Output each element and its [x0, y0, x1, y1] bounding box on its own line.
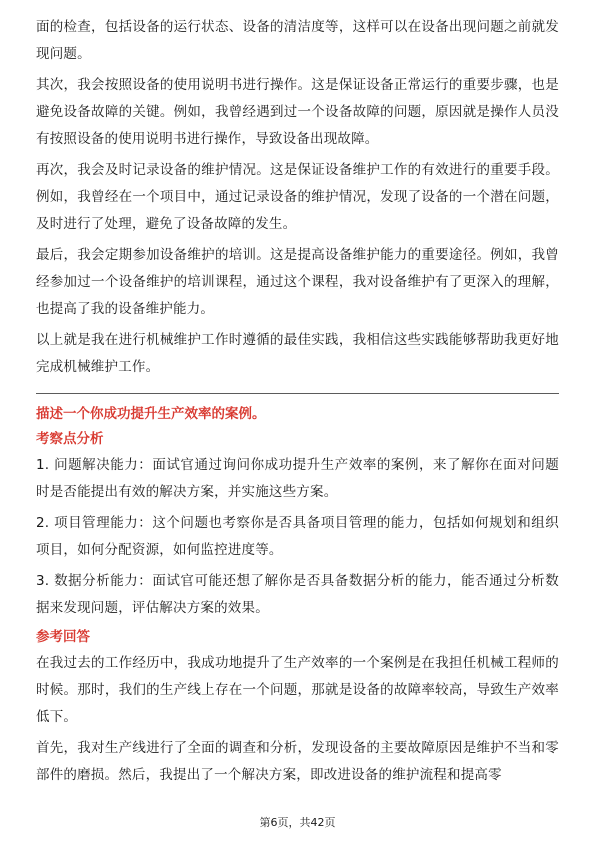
analysis-item-2: 2. 项目管理能力：这个问题也考察你是否具备项目管理的能力，包括如何规划和组织项目，如何分配资源，如何监控进度等。 [36, 515, 559, 558]
answer-paragraph-1: 在我过去的工作经历中，我成功地提升了生产效率的一个案例是在我担任机械工程师的时候。那时，我们的生产线上存在一个问题，那就是设备的故障率较高，导致生产效率低下。 [36, 655, 559, 725]
answer-paragraph-2: 首先，我对生产线进行了全面的调查和分析，发现设备的主要故障原因是维护不当和零部件的磨损。然后，我提出了一个解决方案，即改进设备的维护流程和提高零 [36, 740, 559, 783]
interview-question: 描述一个你成功提升生产效率的案例。 [36, 406, 266, 422]
intro-paragraph-3: 再次，我会及时记录设备的维护情况。这是保证设备维护工作的有效进行的重要手段。例如，我曾经在一个项目中，通过记录设备的维护情况，发现了设备的一个潜在问题，及时进行了处理，避免了设备故障的发生。 [36, 162, 559, 232]
document-page [36, 14, 559, 793]
analysis-item-1: 1. 问题解决能力：面试官通过询问你成功提升生产效率的案例，来了解你在面对问题时是否能提出有效的解决方案，并实施这些方案。 [36, 457, 559, 500]
intro-paragraph-5: 以上就是我在进行机械维护工作时遵循的最佳实践，我相信这些实践能够帮助我更好地完成机械维护工作。 [36, 332, 559, 375]
intro-paragraph-1: 面的检查，包括设备的运行状态、设备的清洁度等，这样可以在设备出现问题之前就发现问题。 [36, 19, 559, 62]
intro-paragraph-4: 最后，我会定期参加设备维护的培训。这是提高设备维护能力的重要途径。例如，我曾经参加过一个设备维护的培训课程，通过这个课程，我对设备维护有了更深入的理解，也提高了我的设备维护能力。 [36, 247, 559, 317]
section-divider [36, 393, 559, 394]
analysis-item-3: 3. 数据分析能力：面试官可能还想了解你是否具备数据分析的能力，能否通过分析数据来发现问题，评估解决方案的效果。 [36, 573, 559, 616]
answer-heading: 参考回答 [36, 629, 90, 645]
analysis-heading: 考察点分析 [36, 431, 104, 447]
intro-paragraph-2: 其次，我会按照设备的使用说明书进行操作。这是保证设备正常运行的重要步骤，也是避免设备故障的关键。例如，我曾经遇到过一个设备故障的问题，原因就是操作人员没有按照设备的使用说明书进行操作，导致设备出现故障。 [36, 77, 559, 147]
page-number-footer: 第6页，共42页 [259, 816, 336, 829]
